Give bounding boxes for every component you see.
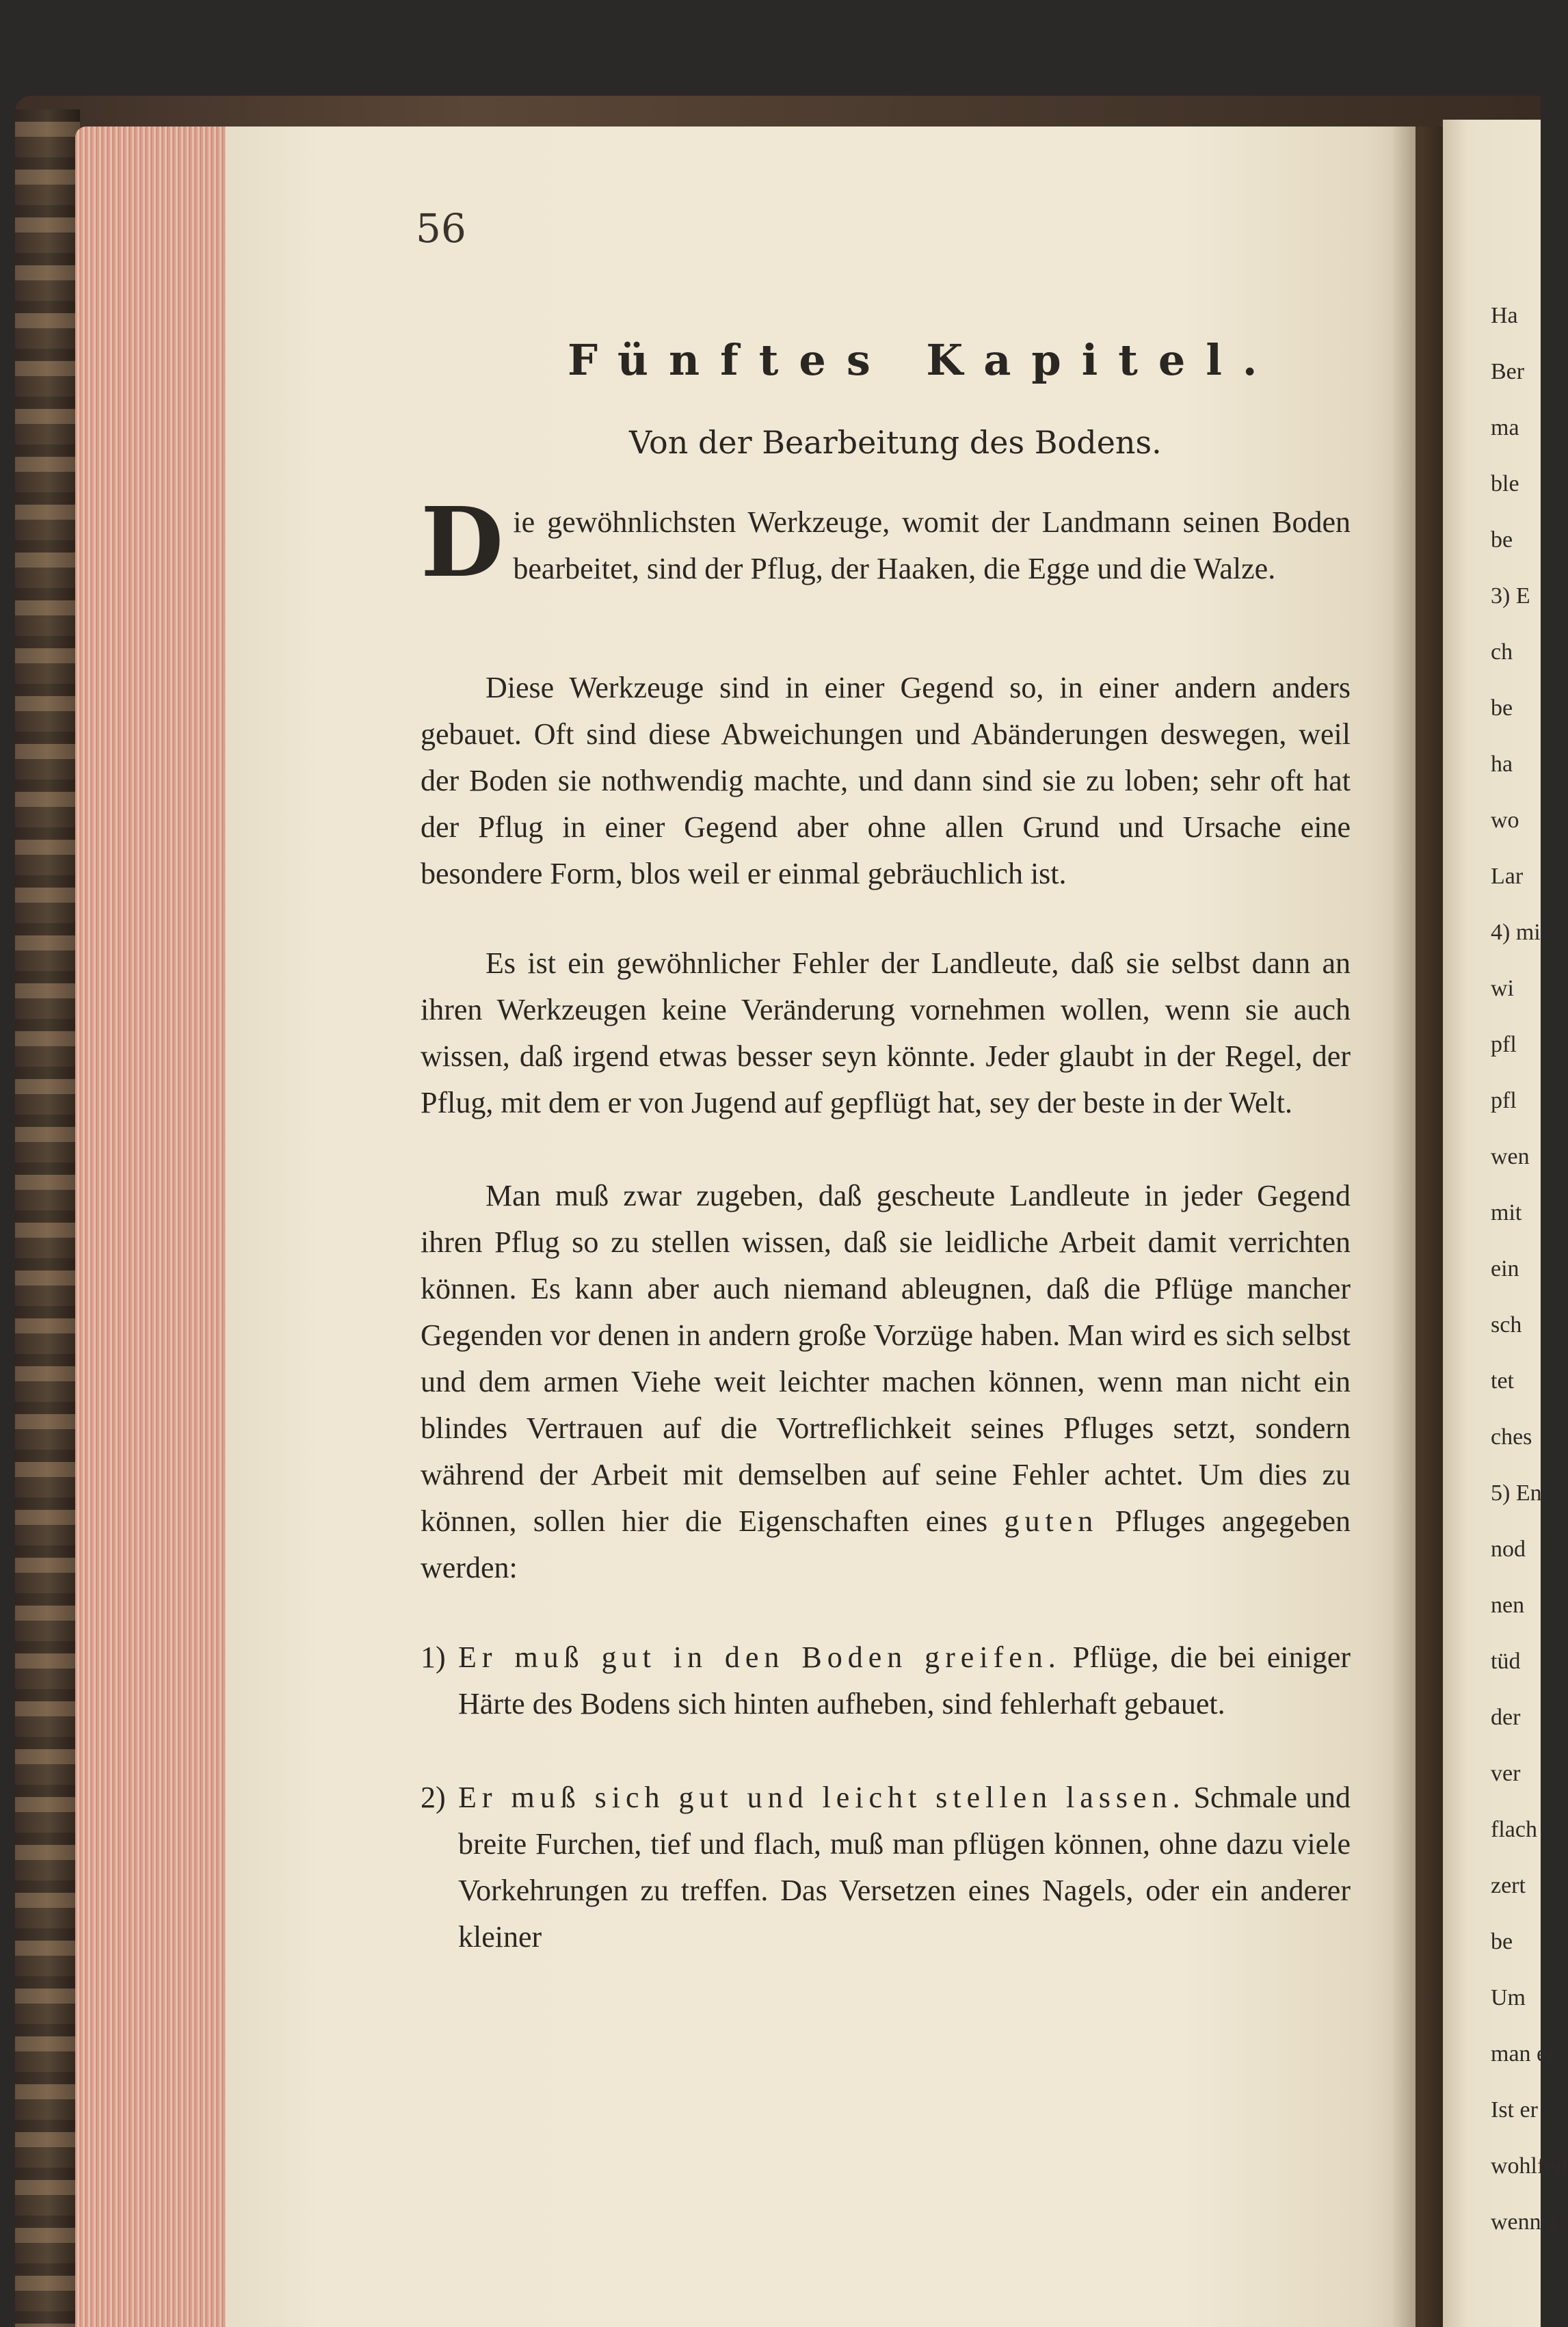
facing-page-line: Lar xyxy=(1491,864,1524,889)
facing-page-line: zert xyxy=(1491,1873,1526,1898)
facing-page-line: ver xyxy=(1491,1761,1521,1786)
facing-page-line: nod xyxy=(1491,1537,1526,1562)
list-item-1 xyxy=(421,1634,1351,1727)
facing-page-line: 3) E xyxy=(1491,583,1530,609)
facing-page-line: der xyxy=(1491,1705,1521,1730)
page-fore-edges xyxy=(75,127,232,2327)
paragraph-2 xyxy=(421,665,1351,897)
drop-cap: D xyxy=(421,487,504,599)
paragraph-4 xyxy=(421,1173,1351,1591)
list-item-1-text: Pflüge, die bei einiger Härte des Bodens sich hinten aufheben, sind fehlerhaft gebauet. xyxy=(458,1640,1351,1720)
facing-page-line: 5) En xyxy=(1491,1480,1542,1506)
facing-page-line: 4) mi xyxy=(1491,920,1541,945)
paragraph-1 xyxy=(421,487,1351,599)
facing-page-line: tet xyxy=(1491,1368,1514,1394)
paragraph-4-text: Man muß zwar zugeben, daß gescheute Landleute in jeder Gegend ihren Pflug so zu stellen wissen, daß sie leidliche Arbeit damit verrichten können. Es kann aber auch niemand ableugnen, daß die Pflüge mancher Gegenden vor denen in andern große Vorzüge haben. Man wird es sich selbst und dem armen Viehe weit leichter machen können, wenn man nicht ein blindes Vertrauen auf die Vortreflichkeit seines Pfluges setzt, sondern während der Arbeit mit demselben auf seine Fehler achtet. Um dies zu können, sollen hier die Eigenschaften eines xyxy=(421,1179,1351,1538)
facing-page-line: pfl xyxy=(1491,1032,1517,1057)
chapter-subtitle: Von der Bearbeitung des Bodens. xyxy=(629,424,1162,461)
facing-page-line: flach xyxy=(1491,1817,1537,1842)
facing-page-line: nen xyxy=(1491,1593,1525,1618)
list-item-1-lead: Er muß gut in den Boden greifen. xyxy=(458,1640,1061,1674)
facing-page-line: wi xyxy=(1491,976,1514,1001)
book-spine-edge xyxy=(15,109,80,2327)
facing-page-line: wo xyxy=(1491,808,1519,833)
facing-page-line: man ei xyxy=(1491,2041,1554,2066)
facing-page-line: mit xyxy=(1491,1200,1522,1225)
paragraph-3 xyxy=(421,940,1351,1126)
list-item-2-lead: Er muß sich gut und leicht stellen lassen. xyxy=(458,1781,1186,1814)
paragraph-2-text: Diese Werkzeuge sind in einer Gegend so, in einer andern anders gebauet. Oft sind diese Abweichungen und Abänderungen deswegen, weil der Boden sie nothwendig machte, und dann sind sie zu loben; sehr oft hat der Pflug in einer Gegend aber ohne allen Grund und Ursache eine besondere Form, blos weil er einmal gebräuchlich ist. xyxy=(421,671,1351,890)
facing-page-line: wen xyxy=(1491,1144,1530,1169)
page-number: 56 xyxy=(416,205,466,252)
facing-page-line: ein xyxy=(1491,1256,1519,1281)
facing-page-line: ma xyxy=(1491,415,1519,440)
page-gutter xyxy=(1392,127,1446,2327)
facing-page-line: ha xyxy=(1491,752,1513,777)
list-item-2-text: Schmale und breite Furchen, tief und flach, muß man pflügen können, ohne dazu viele Vorkehrungen zu treffen. Das Versetzen eines Nagels, oder ein anderer kleiner xyxy=(458,1781,1351,1954)
facing-page-line: Ha xyxy=(1491,303,1518,328)
facing-page-line: sch xyxy=(1491,1312,1522,1338)
paragraph-1-text: ie gewöhnlichsten Werkzeuge, womit der Landmann seinen Boden bearbeitet, sind der Pflug, der Haaken, die Egge und die Walze. xyxy=(513,505,1351,585)
facing-page-line: wohlfeil xyxy=(1491,2153,1568,2179)
paragraph-4-spaced-word: guten xyxy=(1004,1504,1099,1538)
facing-page-line: tüd xyxy=(1491,1649,1521,1674)
list-item-2 xyxy=(421,1774,1351,1960)
facing-page-line: be xyxy=(1491,527,1513,553)
list-item-2-number: 2) xyxy=(421,1781,446,1814)
facing-page-line: Ist er xyxy=(1491,2097,1538,2123)
facing-page-line: ch xyxy=(1491,639,1513,665)
facing-page-line: ble xyxy=(1491,471,1519,496)
paragraph-3-text: Es ist ein gewöhnlicher Fehler der Landleute, daß sie selbst dann an ihren Werkzeugen keine Veränderung vornehmen wollen, wenn sie auch wissen, daß irgend etwas besser seyn könnte. Jeder glaubt in der Regel, der Pflug, mit dem er von Jugend auf gepflügt hat, sey der beste in der Welt. xyxy=(421,946,1351,1119)
facing-page-line: pfl xyxy=(1491,1088,1517,1113)
list-item-1-number: 1) xyxy=(421,1640,446,1674)
facing-page-line: ches xyxy=(1491,1424,1532,1450)
facing-page-line: Ber xyxy=(1491,359,1525,384)
facing-page-line: Um xyxy=(1491,1985,1526,2010)
facing-page-line: wenn a xyxy=(1491,2209,1558,2235)
chapter-title: Fünftes Kapitel. xyxy=(568,335,1278,385)
facing-page-line: be xyxy=(1491,1929,1513,1954)
facing-page-line: be xyxy=(1491,695,1513,721)
paragraph-4-end: Pfluges angegeben werden: xyxy=(421,1504,1351,1584)
